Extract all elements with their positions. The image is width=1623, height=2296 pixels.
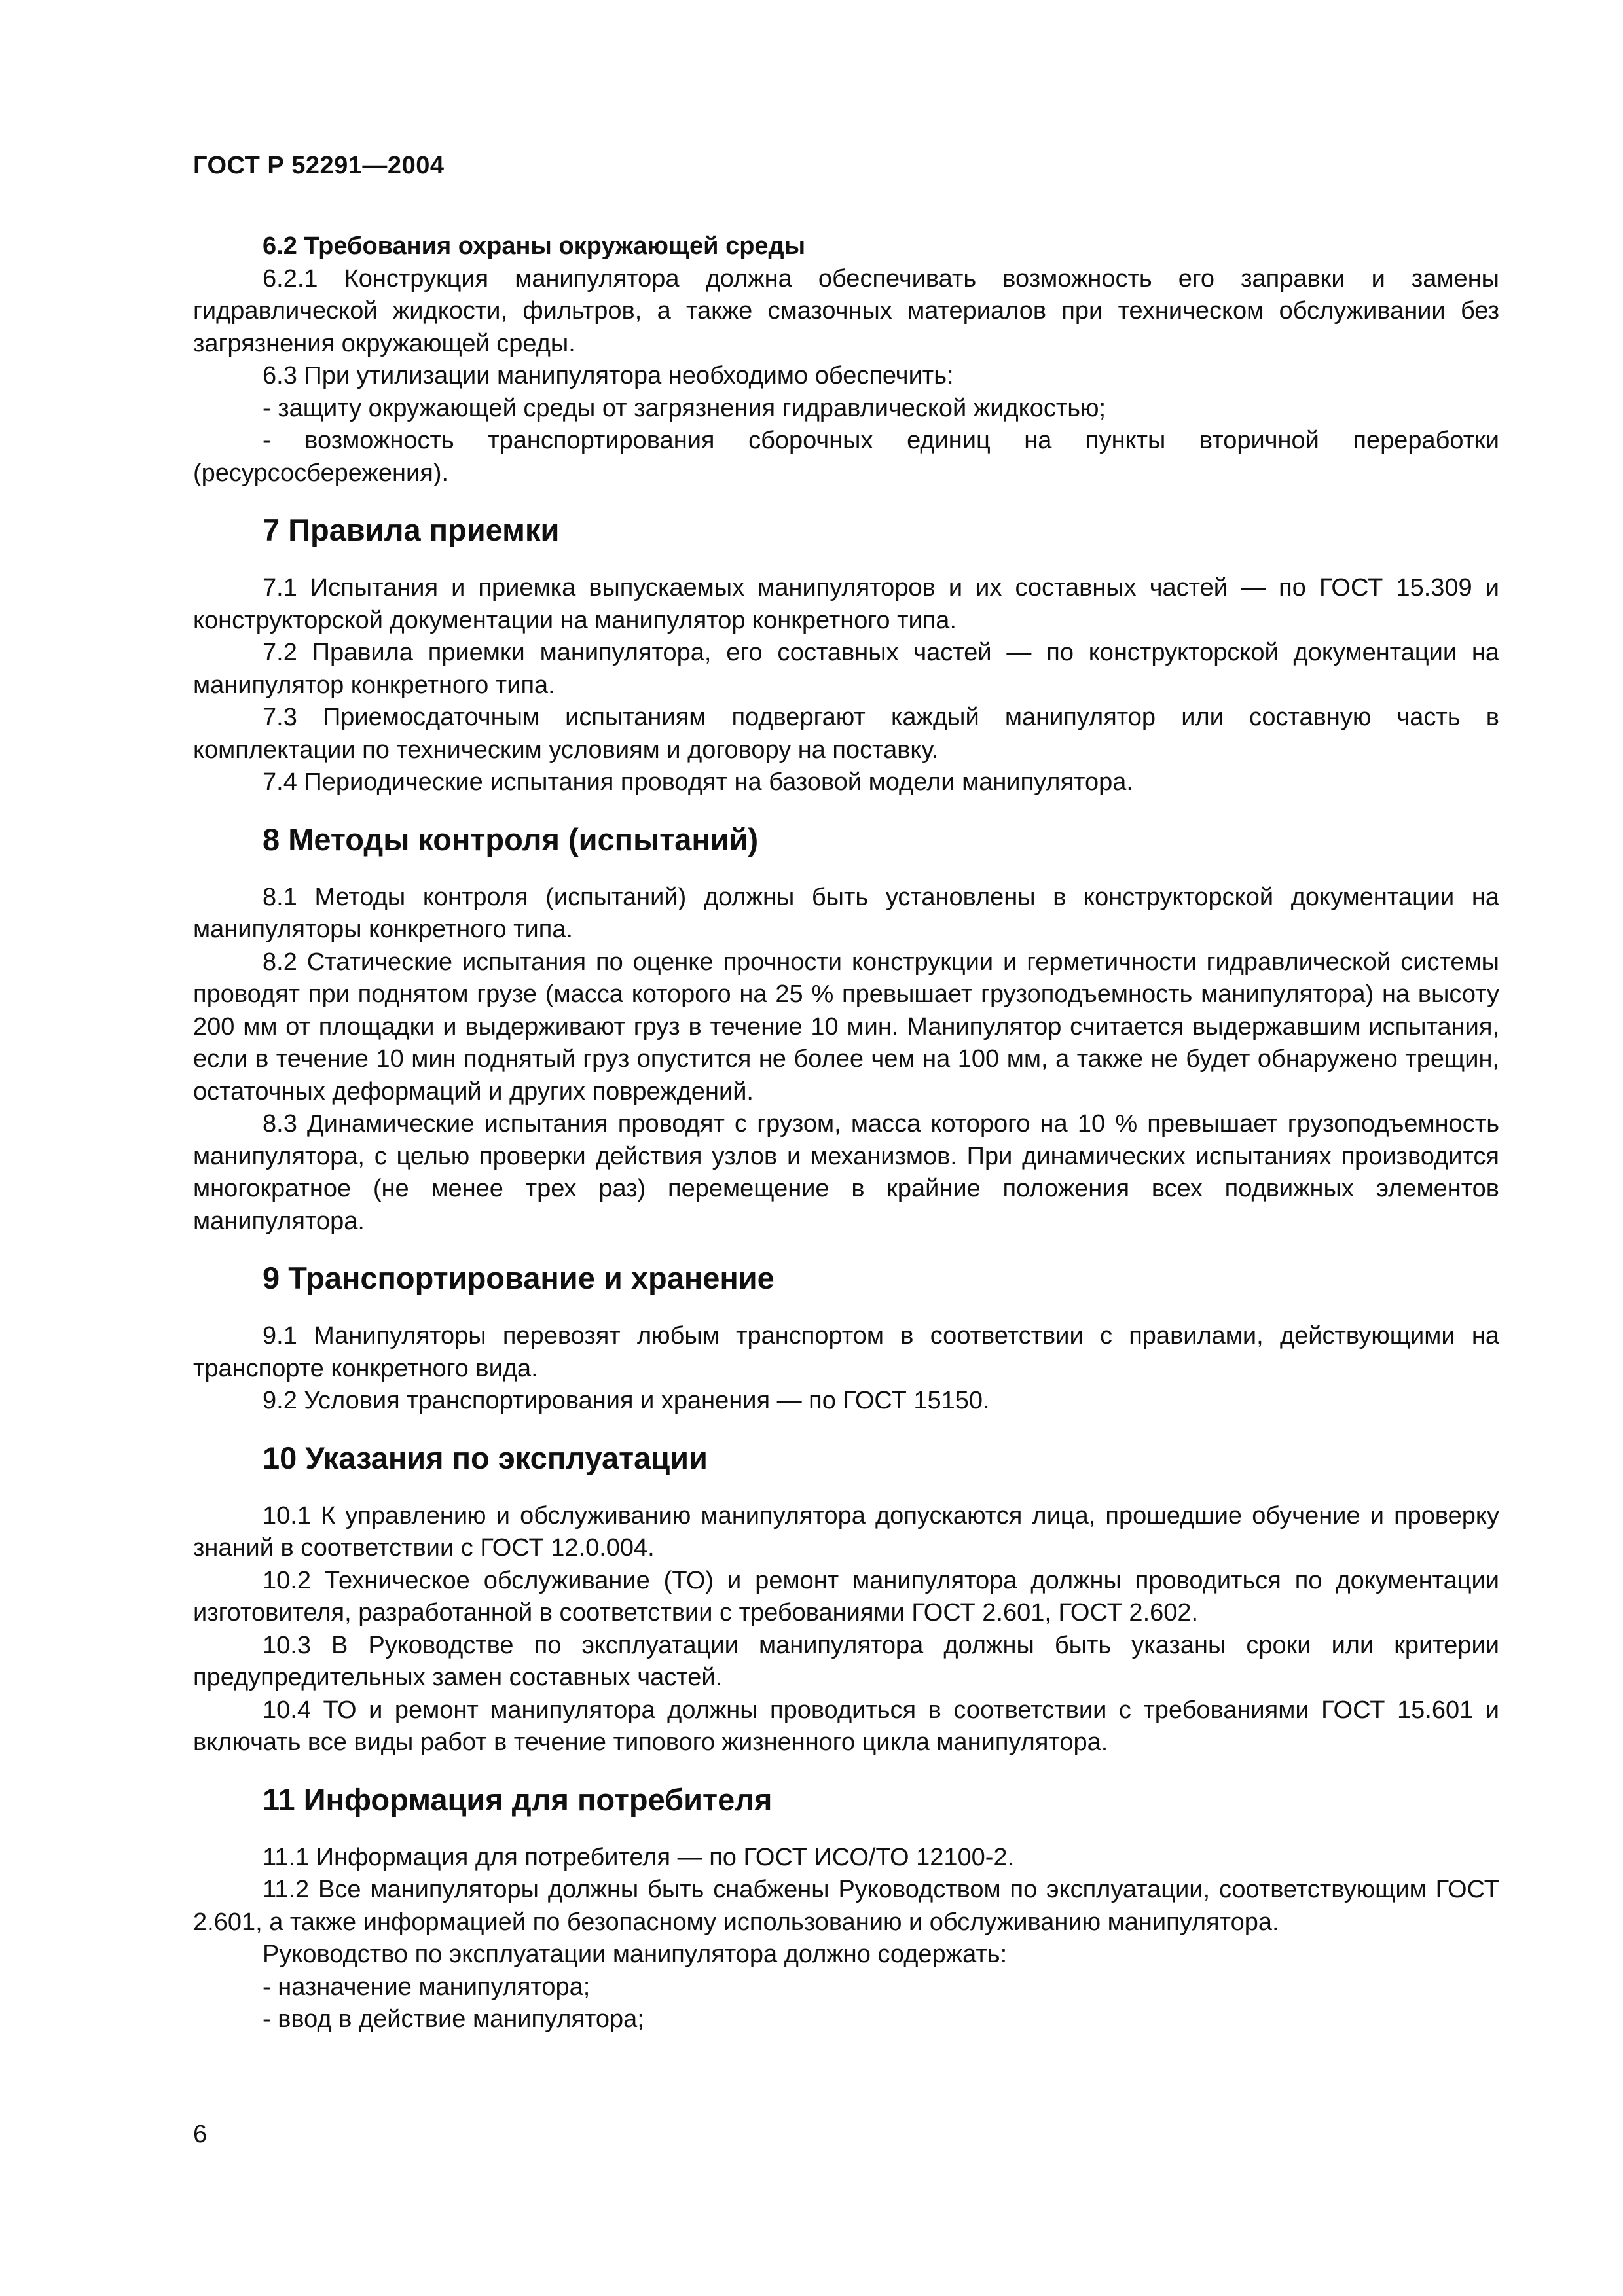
list-item: - защиту окружающей среды от загрязнения гидравлической жидкостью;: [263, 394, 1106, 422]
paragraph: 11.2 Все манипуляторы должны быть снабжены Руководством по эксплуатации, соответствующим ГОСТ 2.601, а также информацией по безопасному использованию и обслуживанию манипулятора.: [193, 1876, 1499, 1936]
paragraph: 8.2 Статические испытания по оценке прочности конструкции и герметичности гидравлической системы проводят при поднятом грузе (масса которого на 25 % превышает грузоподъемность манипулятора) на высоту 200 мм от площадки и выдерживают груз в течение 10 мин. Манипулятор считается выдержавшим испытания, если в течение 10 мин поднятый груз опустится не более чем на 100 мм, а также не будет обнаружено трещин, остаточных деформаций и других повреждений.: [193, 948, 1499, 1105]
section-title-8: 8 Методы контроля (испытаний): [263, 821, 759, 857]
section-title-10: 10 Указания по эксплуатации: [263, 1440, 708, 1475]
paragraph: 10.4 ТО и ремонт манипулятора должны проводиться в соответствии с требованиями ГОСТ 15.601 и включать все виды работ в течение типового жизненного цикла манипулятора.: [193, 1696, 1499, 1756]
section-title-11: 11 Информация для потребителя: [263, 1782, 773, 1817]
paragraph: 7.1 Испытания и приемка выпускаемых манипуляторов и их составных частей — по ГОСТ 15.309 и конструкторской документации на манипулятор конкретного типа.: [193, 574, 1499, 634]
list-item: - ввод в действие манипулятора;: [263, 2005, 644, 2033]
subsection-title-6-2: 6.2 Требования охраны окружающей среды: [263, 232, 806, 260]
section-title-9: 9 Транспортирование и хранение: [263, 1261, 775, 1295]
paragraph: 9.2 Условия транспортирования и хранения — по ГОСТ 15150.: [263, 1387, 990, 1414]
paragraph: 7.3 Приемосдаточным испытаниям подвергают каждый манипулятор или составную часть в комплектации по техническим условиям и договору на поставку.: [193, 704, 1499, 764]
list-item: - назначение манипулятора;: [263, 1973, 591, 2001]
paragraph: 8.1 Методы контроля (испытаний) должны быть установлены в конструкторской документации на манипуляторы конкретного типа.: [193, 883, 1499, 943]
document-header: ГОСТ Р 52291—2004: [193, 152, 445, 179]
paragraph: 8.3 Динамические испытания проводят с грузом, масса которого на 10 % превышает грузоподъемность манипулятора, с целью проверки действия узлов и механизмов. При динамических испытаниях производится многократное (не менее трех раз) перемещение в крайние положения всех подвижных элементов манипулятора.: [193, 1110, 1499, 1235]
section-title-7: 7 Правила приемки: [263, 512, 560, 547]
document-body: [193, 230, 1499, 2036]
paragraph: 10.3 В Руководстве по эксплуатации манипулятора должны быть указаны сроки или критерии предупредительных замен составных частей.: [193, 1631, 1499, 1691]
paragraph: 6.2.1 Конструкция манипулятора должна обеспечивать возможность его заправки и замены гидравлической жидкости, фильтров, а также смазочных материалов при техническом обслуживании без загрязнения окружающей среды.: [193, 264, 1499, 357]
paragraph: 10.1 К управлению и обслуживанию манипулятора допускаются лица, прошедшие обучение и проверку знаний в соответствии с ГОСТ 12.0.004.: [193, 1501, 1499, 1562]
paragraph: 11.1 Информация для потребителя — по ГОСТ ИСО/ТО 12100-2.: [263, 1843, 1015, 1871]
paragraph: Руководство по эксплуатации манипулятора должно содержать:: [263, 1941, 1008, 1968]
page-number: 6: [193, 2121, 208, 2148]
paragraph: 9.1 Манипуляторы перевозят любым транспортом в соответствии с правилами, действующими на транспорте конкретного вида.: [193, 1322, 1499, 1382]
paragraph: 10.2 Техническое обслуживание (ТО) и ремонт манипулятора должны проводиться по документации изготовителя, разработанной в соответствии с требованиями ГОСТ 2.601, ГОСТ 2.602.: [193, 1566, 1499, 1626]
list-item: - возможность транспортирования сборочных единиц на пункты вторичной переработки (ресурсосбережения).: [193, 427, 1499, 487]
paragraph: 7.2 Правила приемки манипулятора, его составных частей — по конструкторской документации на манипулятор конкретного типа.: [193, 639, 1499, 699]
paragraph: 7.4 Периодические испытания проводят на базовой модели манипулятора.: [263, 768, 1133, 796]
paragraph: 6.3 При утилизации манипулятора необходимо обеспечить:: [263, 362, 954, 389]
